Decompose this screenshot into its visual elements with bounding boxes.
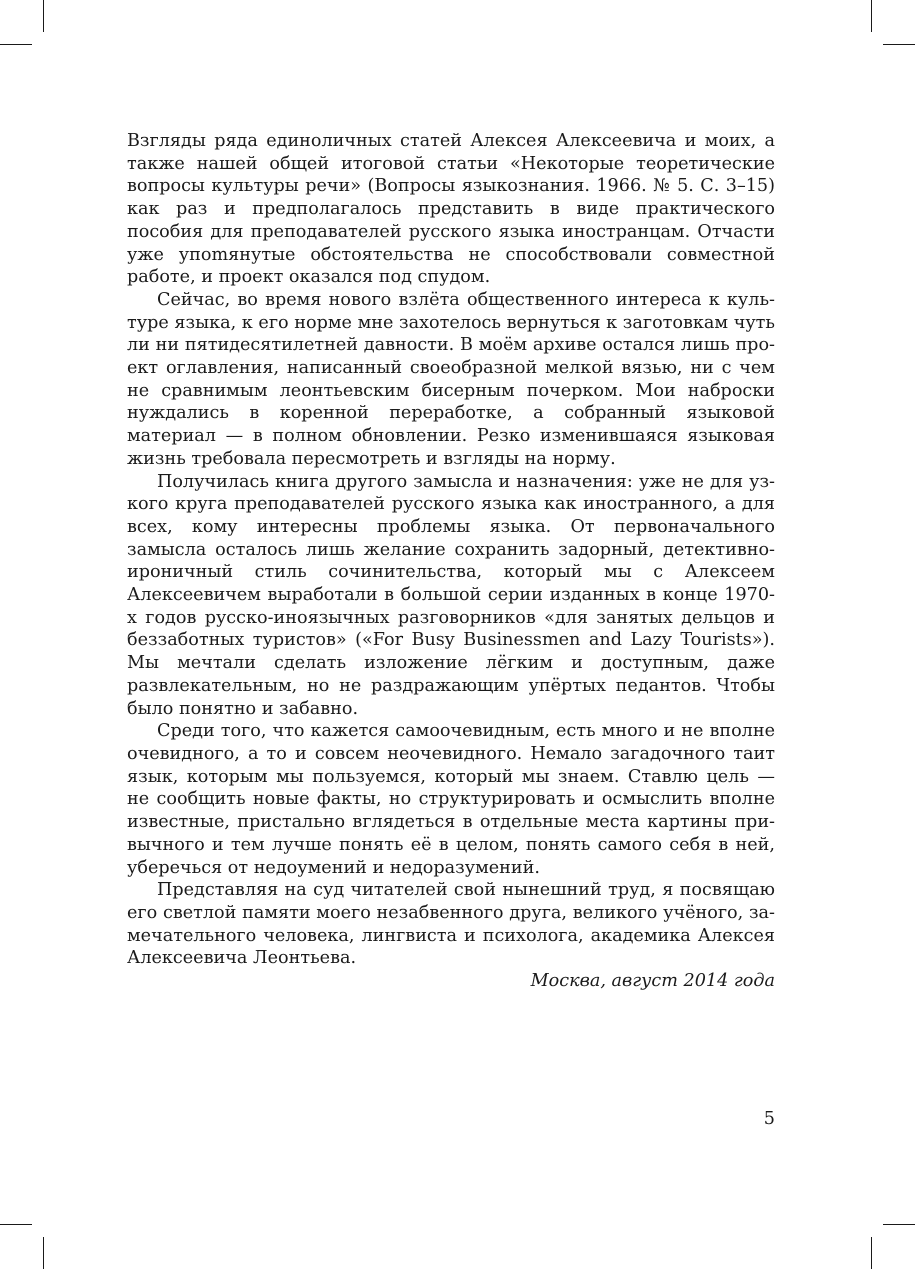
paragraph-4: Среди того, что кажется самоочевидным, есть много и не вполне очевидного, а то и совсем неочевидного. Немало загадочного таит язык, которым мы пользуемся, который мы знаем. Ставлю цель — не сообщить новые факты, но структурировать и осмыслить вполне известные, пристально вглядеться в отдельные места картины привычного и тем лучше понять её в целом, понять самого себя в ней, уберечься от недоумений и недоразумений. xyxy=(127,721,775,878)
crop-mark-top-left-horizontal xyxy=(0,44,32,45)
paragraph-2: Сейчас, во время нового взлёта общественного интереса к культуре языка, к его норме мне захотелось вернуться к заготовкам чуть ли ни пятидесятилетней давности. В моём архиве остался лишь проект оглавления, написанный своеобразной мелкой вязью, ни с чем не сравнимым леонтьевским бисерным почерком. Мои наброски нуждались в коренной переработке, а собранный языковой материал — в полном обновлении. Резко изменившаяся языковая жизнь требовала пересмотреть и взгляды на норму. xyxy=(127,289,775,469)
paragraph-1: Взгляды ряда единоличных статей Алексея Алексеевича и моих, а также нашей общей итоговой статьи «Некоторые теоретические вопросы культуры речи» (Вопросы языкознания. 1966. № 5. С. 3–15) как раз и предполагалось представить в виде практического пособия для преподавателей русского языка иностранцам. Отчасти уже упоmянутые обстоятельства не способствовали совместной работе, и проект оказался под спудом. xyxy=(127,131,775,288)
crop-mark-top-left-vertical xyxy=(43,0,44,32)
page-number: 5 xyxy=(763,1109,775,1129)
paragraph-5: Представляя на суд читателей свой нынешний труд, я посвящаю его светлой памяти моего незабвенного друга, великого учёного, замечательного человека, лингвиста и психолога, академика Алексея Алексеевича Леонтьева. xyxy=(127,880,775,969)
crop-mark-bottom-right-vertical xyxy=(871,1237,872,1269)
crop-mark-bottom-left-vertical xyxy=(43,1237,44,1269)
signature-place-date: Москва, август 2014 года xyxy=(530,971,775,992)
crop-mark-bottom-right-horizontal xyxy=(883,1224,915,1225)
crop-mark-bottom-left-horizontal xyxy=(0,1224,32,1225)
paragraph-3: Получилась книга другого замысла и назначения: уже не для узкого круга преподавателей русского языка как иностранного, а для всех, кому интересны проблемы языка. От первоначального замысла осталось лишь желание сохранить задорный, детективно-ироничный стиль сочинительства, который мы с Алексеем Алексеевичем выработали в большой серии изданных в конце 1970-х годов русско-иноязычных разговорников «для занятых дельцов и беззаботных туристов» («For Busy Businessmen and Lazy Tourists»). Мы мечтали сделать изложение лёгким и доступным, даже развлекательным, но не раздражающим упёртых педантов. Чтобы было понятно и забавно. xyxy=(127,471,775,719)
crop-mark-top-right-horizontal xyxy=(883,44,915,45)
page-body xyxy=(127,130,775,993)
crop-mark-top-right-vertical xyxy=(871,0,872,32)
